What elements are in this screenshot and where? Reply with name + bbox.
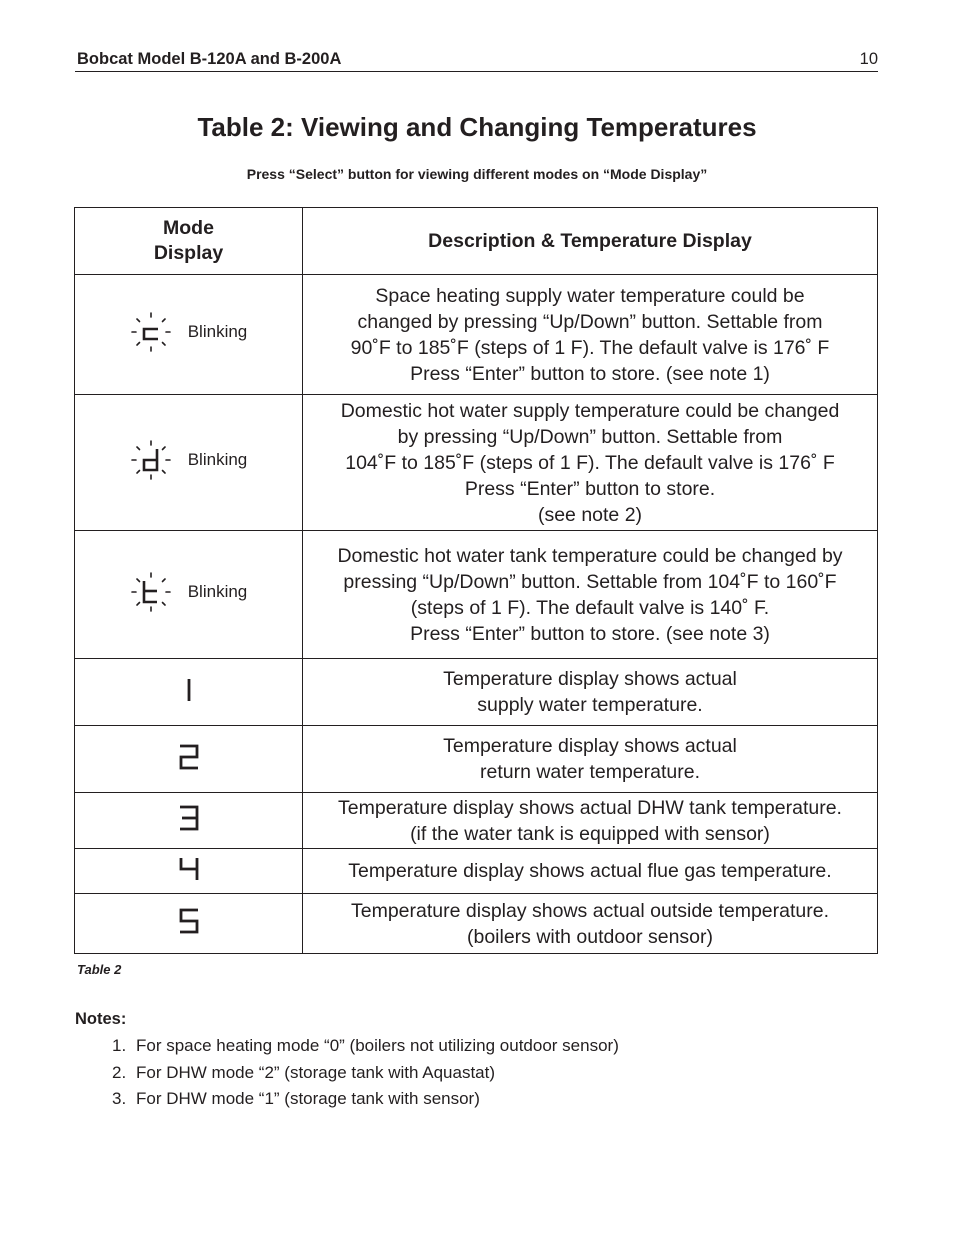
table-subtitle: Press “Select” button for viewing different modes on “Mode Display” <box>246 166 708 182</box>
description-cell: Domestic hot water supply temperature could be changed by pressing “Up/Down” button. Settable from 104˚F to 185˚F (steps of 1 F). The default valve is 176˚ F Press “Enter” button to store. (see note 2) <box>303 395 878 531</box>
mode-cell <box>75 793 303 849</box>
page-number: 10 <box>859 50 878 68</box>
blinking-d-segment-icon <box>130 439 172 481</box>
digit-5-segment-icon <box>177 907 201 935</box>
mode-cell <box>75 275 303 395</box>
blinking-label: Blinking <box>187 322 248 341</box>
description-cell: Temperature display shows actual DHW tank temperature. (if the water tank is equipped with sensor) <box>303 793 878 849</box>
mode-cell <box>75 531 303 659</box>
table-row <box>75 531 878 659</box>
table-caption: Table 2 <box>77 962 122 977</box>
description-cell: Temperature display shows actual supply water temperature. <box>303 659 878 726</box>
blinking-label: Blinking <box>187 450 248 469</box>
page-header <box>75 49 878 72</box>
description-header: Description & Temperature Display <box>303 208 878 275</box>
temperature-table <box>74 207 878 954</box>
table-row <box>75 659 878 726</box>
blinking-t-segment-icon <box>130 571 172 613</box>
mode-display-header: Mode Display <box>75 208 303 275</box>
digit-3-segment-icon <box>177 804 201 832</box>
notes-list <box>112 1034 619 1114</box>
list-item: 3. For DHW mode “1” (storage tank with sensor) <box>112 1089 480 1108</box>
table-row <box>75 395 878 531</box>
digit-4-segment-icon <box>177 855 201 883</box>
table-row <box>75 726 878 793</box>
mode-cell <box>75 726 303 793</box>
list-item: 2. For DHW mode “2” (storage tank with Aquastat) <box>112 1062 496 1082</box>
description-cell: Domestic hot water tank temperature could be changed by pressing “Up/Down” button. Settable from 104˚F to 160˚F (steps of 1 F). The default valve is 140˚ F. Press “Enter” button to store. (see note 3) <box>303 531 878 659</box>
description-cell: Temperature display shows actual outside temperature. (boilers with outdoor sensor) <box>303 894 878 954</box>
mode-cell <box>75 395 303 531</box>
table-header-row <box>75 208 878 275</box>
mode-cell <box>75 849 303 894</box>
blinking-c-segment-icon <box>130 311 172 353</box>
digit-1-segment-icon <box>177 676 201 704</box>
table-row <box>75 275 878 395</box>
notes-heading: Notes: <box>75 1010 127 1028</box>
digit-2-segment-icon <box>177 743 201 771</box>
mode-cell <box>75 659 303 726</box>
table-row <box>75 849 878 894</box>
description-cell: Temperature display shows actual flue gas temperature. <box>303 849 878 894</box>
document-title: Bobcat Model B-120A and B-200A <box>77 50 342 68</box>
table-row <box>75 894 878 954</box>
table-title: Table 2: Viewing and Changing Temperatures <box>197 112 757 142</box>
description-cell: Space heating supply water temperature could be changed by pressing “Up/Down” button. Settable from 90˚F to 185˚F (steps of 1 F). The default valve is 176˚ F Press “Enter” button to store. (see note 1) <box>303 275 878 395</box>
blinking-label: Blinking <box>187 582 248 601</box>
mode-cell <box>75 894 303 954</box>
table-row <box>75 793 878 849</box>
list-item: 1. For space heating mode “0” (boilers not utilizing outdoor sensor) <box>112 1036 619 1055</box>
description-cell: Temperature display shows actual return water temperature. <box>303 726 878 793</box>
